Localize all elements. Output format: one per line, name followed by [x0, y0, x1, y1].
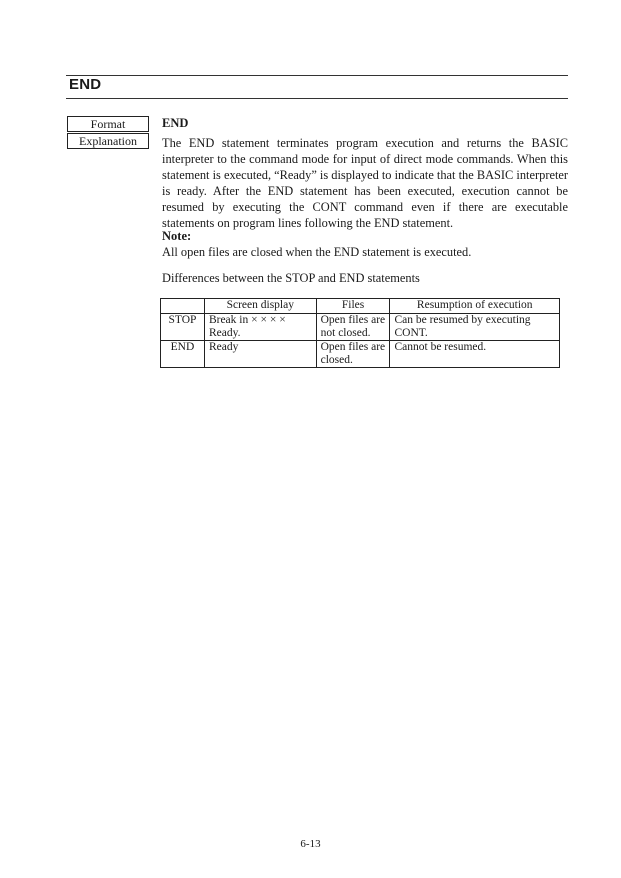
header-resumption: Resumption of execution [390, 299, 560, 314]
note-title: Note: [162, 229, 192, 243]
row-statement: END [161, 341, 205, 368]
row-statement: STOP [161, 314, 205, 341]
row-resumption: Cannot be resumed. [390, 341, 560, 368]
heading-rule [66, 98, 568, 99]
table-header-row [161, 299, 560, 314]
format-label: Format [67, 116, 149, 132]
row-resumption: Can be resumed by executing CONT. [390, 314, 560, 341]
header-files: Files [316, 299, 390, 314]
table-row [161, 341, 560, 368]
explanation-label: Explanation [67, 133, 149, 149]
header-screen-display: Screen display [204, 299, 316, 314]
top-rule [66, 75, 568, 76]
differences-title: Differences between the STOP and END statements [162, 271, 420, 285]
row-files: Open files are closed. [316, 341, 390, 368]
table-row [161, 314, 560, 341]
explanation-paragraph: The END statement terminates program execution and returns the BASIC interpreter to the command mode for input of direct mode commands. When this statement is executed, “Ready” is displayed to indicate that the BASIC interpreter is ready. After the END statement has been executed, execution cannot be resumed by executing the CONT command even if there are executable statements on program lines following the END statement. [162, 136, 569, 230]
header-blank [161, 299, 205, 314]
row-screen-display: Break in × × × × Ready. [204, 314, 316, 341]
page-heading: END [69, 76, 102, 93]
page-number: 6-13 [300, 838, 321, 850]
row-files: Open files are not closed. [316, 314, 390, 341]
differences-table [160, 298, 560, 368]
format-value: END [162, 116, 189, 130]
row-screen-display: Ready [204, 341, 316, 368]
note-text: All open files are closed when the END statement is executed. [162, 245, 472, 259]
